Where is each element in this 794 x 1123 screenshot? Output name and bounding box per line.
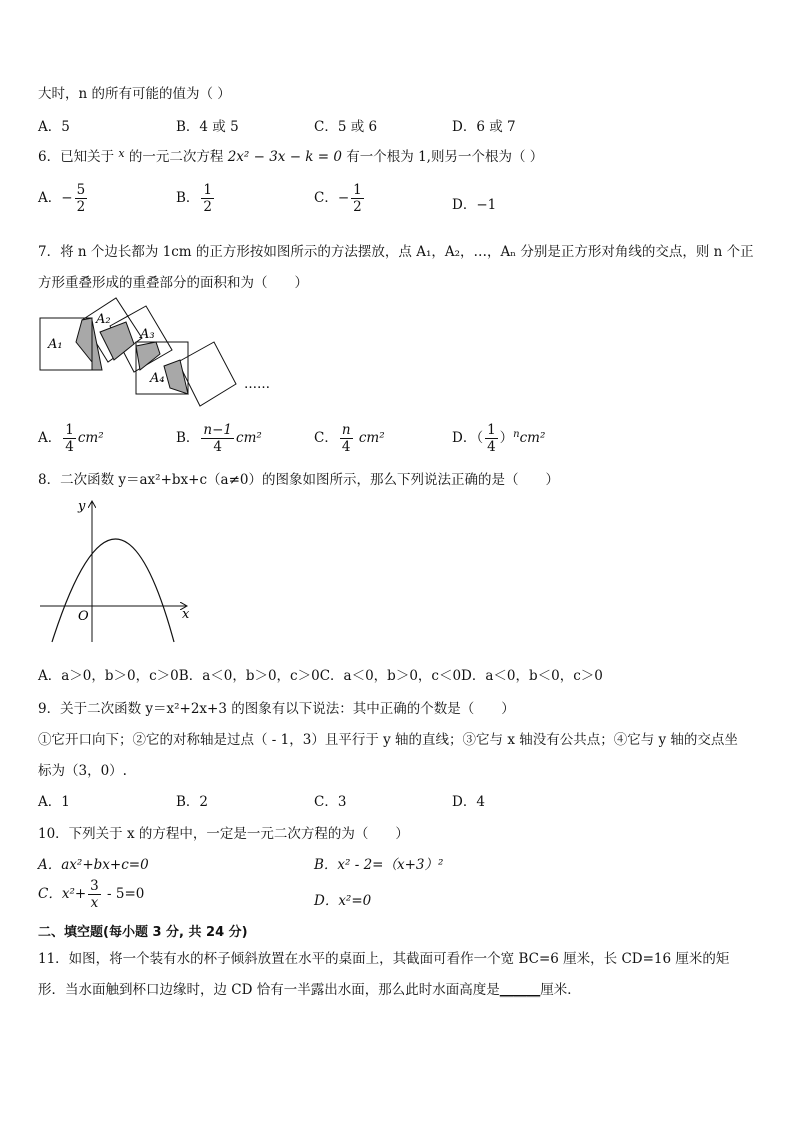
q11-line2	[38, 978, 581, 998]
q8-options: A．a＞0，b＞0，c＞0B．a＜0，b＞0，c＞0C．a＜0，b＞0，c＜0D．a＜0，b＜0，c＞0	[38, 668, 603, 684]
option-text: - 5=0	[102, 886, 145, 902]
frac-num: 5	[76, 182, 86, 198]
answer-blank[interactable]: ______	[499, 982, 541, 998]
parabola-curve	[52, 539, 174, 642]
option-text: −1	[476, 197, 497, 213]
option-label: B．	[176, 190, 200, 206]
q11-line2-suffix: 厘米．	[540, 982, 581, 998]
q5-option-a: A．5	[38, 119, 70, 135]
figure-label-a3: A₃	[140, 327, 155, 342]
section-heading: 二、填空题(每小题 3 分, 共 24 分)	[38, 925, 248, 940]
q7-line2: 方形重叠形成的重叠部分的面积和为（ ）	[38, 275, 308, 291]
figure-ellipsis: ……	[244, 377, 270, 392]
option-text: C．x²+	[38, 886, 87, 902]
q9-option-c: C．3	[314, 794, 347, 810]
q6-option-a	[38, 182, 89, 215]
q6-option-b	[176, 182, 216, 215]
frac-den: 2	[353, 199, 362, 215]
frac-num: 1	[203, 182, 213, 198]
q10-option-c	[38, 878, 144, 911]
frac-den: 2	[203, 199, 213, 215]
figure-label-a2: A₂	[96, 312, 111, 327]
q5-option-d: D．6 或 7	[452, 119, 516, 135]
option-unit: cm²	[358, 430, 385, 446]
q8-parabola-figure	[36, 496, 196, 646]
paren-open: （	[476, 430, 484, 446]
option-label: A．	[38, 430, 62, 446]
q6-var: x	[118, 147, 125, 160]
option-label: A．	[38, 190, 62, 206]
exponent: n	[513, 428, 520, 440]
q6-equation: 2x² − 3x − k = 0	[227, 149, 342, 165]
option-sign: −	[337, 190, 350, 206]
q6-option-c	[314, 182, 366, 215]
figure-label-a1: A₁	[48, 337, 63, 352]
option-label: C．	[314, 190, 338, 206]
option-label: B．	[176, 430, 200, 446]
frac-num: 3	[90, 878, 99, 894]
axis-label-y: y	[78, 499, 86, 514]
option-label: D．	[452, 197, 477, 213]
axis-label-x: x	[182, 607, 190, 622]
q7-option-c	[314, 422, 385, 455]
frac-den: 4	[213, 439, 223, 455]
q9-line3: 标为（3，0）.	[38, 763, 127, 779]
q10-stem: 10．下列关于 x 的方程中，一定是一元二次方程的为（ ）	[38, 826, 409, 842]
q7-line1: 7．将 n 个边长都为 1cm 的正方形按如图所示的方法摆放，点 A₁，A₂，…，Aₙ 分别是正方形对角线的交点，则 n 个正	[38, 244, 754, 260]
option-label: C．	[314, 430, 338, 446]
paren-close: ）	[499, 430, 514, 446]
overlap-1	[92, 320, 102, 370]
frac-den: 4	[341, 439, 351, 455]
q9-option-d: D．4	[452, 794, 485, 810]
option-unit: cm²	[236, 430, 262, 446]
q6-prefix: 6．已知关于	[38, 149, 115, 165]
q9-stem: 9．关于二次函数 y＝x²+2x+3 的图象有以下说法：其中正确的个数是（ ）	[38, 701, 515, 717]
frac-den: 2	[76, 199, 86, 215]
option-unit: cm²	[519, 430, 546, 446]
figure-label-a4: A₄	[150, 371, 165, 386]
q9-option-b: B．2	[176, 794, 209, 810]
q5-option-b: B．4 或 5	[176, 119, 239, 135]
q6-option-d	[452, 193, 496, 213]
frac-den: 4	[65, 439, 74, 455]
option-label: D．	[452, 430, 477, 446]
origin-label: O	[78, 609, 89, 624]
frac-den: 4	[487, 439, 496, 455]
overlap-1b	[76, 318, 92, 362]
q9-option-a: A．1	[38, 794, 70, 810]
frac-num: n−1	[203, 422, 233, 438]
q6-suffix: 有一个根为 1,则另一个根为（ ）	[346, 149, 544, 165]
frac-den: x	[90, 895, 99, 911]
frac-num: n	[341, 422, 351, 438]
q6-stem	[38, 145, 543, 165]
frac-num: 1	[65, 422, 74, 438]
q7-option-d	[452, 422, 545, 455]
q10-option-a	[38, 853, 149, 873]
square-5	[178, 342, 236, 406]
q11-line2-text: 形．当水面触到杯口边缘时，边 CD 恰有一半露出水面，那么此时水面高度是	[38, 982, 500, 998]
option-text: B．x² - 2=（x+3）²	[314, 857, 444, 873]
option-unit: cm²	[77, 430, 104, 446]
frac-num: 1	[353, 182, 362, 198]
q8-stem: 8．二次函数 y＝ax²+bx+c（a≠0）的图象如图所示，那么下列说法正确的是（ ）	[38, 472, 559, 488]
option-sign: −	[61, 190, 73, 206]
q6-mid: 的一元二次方程	[128, 149, 224, 165]
option-text: A．ax²+bx+c=0	[38, 857, 149, 873]
q10-option-d	[314, 889, 371, 909]
q7-option-a	[38, 422, 104, 455]
q10-option-b	[314, 853, 443, 873]
overlap-3	[136, 342, 160, 370]
overlap-2	[100, 322, 134, 360]
overlap-4	[164, 360, 188, 394]
q9-line2: ①它开口向下；②它的对称轴是过点（ - 1，3）且平行于 y 轴的直线；③它与 x 轴没有公共点；④它与 y 轴的交点坐	[38, 732, 738, 748]
option-text: D．x²=0	[314, 893, 372, 909]
frac-num: 1	[487, 422, 496, 438]
q11-line1: 11．如图，将一个装有水的杯子倾斜放置在水平的桌面上，其截面可看作一个宽 BC=6 厘米，长 CD=16 厘米的矩	[38, 951, 730, 967]
q5-stem: 大时，n 的所有可能的值为（ ）	[38, 86, 231, 102]
q5-option-c: C．5 或 6	[314, 119, 378, 135]
q7-option-b	[176, 422, 262, 455]
q7-squares-figure	[30, 292, 290, 422]
